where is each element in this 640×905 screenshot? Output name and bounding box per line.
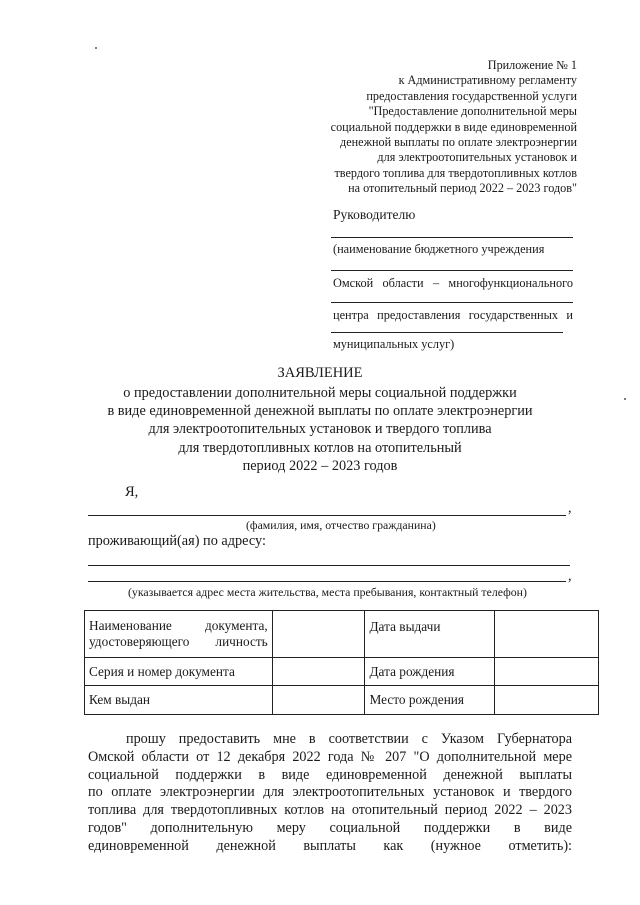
statement-subtitle <box>80 384 560 475</box>
paragraph-line: Омской области от 12 декабря 2022 года № 207 "О дополнительной мере <box>88 748 572 765</box>
table-row <box>85 611 599 658</box>
issued-by-cell[interactable] <box>272 686 365 715</box>
request-paragraph <box>88 731 572 856</box>
addressee-fill-line[interactable] <box>331 270 573 271</box>
addressee-caption-1: (наименование бюджетного учреждения <box>333 242 545 256</box>
doc-name-label: Наименование документа, удостоверяющего личность <box>85 611 273 658</box>
appendix-line: к Административному регламенту <box>398 73 577 88</box>
address-comma: , <box>568 568 572 584</box>
subtitle-line: в виде единовременной денежной выплаты по оплате электроэнергии <box>107 403 533 420</box>
subtitle-line: период 2022 – 2023 годов <box>242 457 398 474</box>
subtitle-line: для твердотопливных котлов на отопительный <box>178 439 462 456</box>
doc-number-cell[interactable] <box>272 658 365 686</box>
paragraph-line: социальной поддержки в виде единовременной денежной выплаты <box>88 766 572 783</box>
addressee-fill-line[interactable] <box>331 302 573 303</box>
appendix-line: социальной поддержки в виде единовременной <box>330 119 577 134</box>
appendix-line: Приложение № 1 <box>487 58 577 72</box>
address-caption: (указывается адрес места жительства, места пребывания, контактный телефон) <box>128 585 527 599</box>
paragraph-line: по оплате электроэнергии для электроотопительных установок и твердого <box>88 784 572 801</box>
birth-place-cell[interactable] <box>495 686 599 715</box>
paragraph-line: единовременной денежной выплаты как (нужное отметить): <box>88 837 572 854</box>
paragraph-line: годов" дополнительную меру социальной поддержки в виде <box>88 819 572 836</box>
paragraph-line: топлива для твердотопливных котлов на отопительный период 2022 – 2023 <box>88 802 572 819</box>
paragraph-line: прошу предоставить мне в соответствии с Указом Губернатора <box>126 731 572 747</box>
issued-by-label: Кем выдан <box>85 686 273 715</box>
address-line-2[interactable] <box>88 581 566 582</box>
addressee-fill-line[interactable] <box>331 332 563 333</box>
doc-name-cell[interactable] <box>272 611 365 658</box>
appendix-header <box>247 58 577 197</box>
table-row <box>85 686 599 715</box>
address-line-1[interactable] <box>88 565 570 566</box>
name-caption: (фамилия, имя, отчество гражданина) <box>246 518 436 532</box>
birth-date-label: Дата рождения <box>365 658 495 686</box>
birth-date-cell[interactable] <box>495 658 599 686</box>
appendix-line: для электроотопительных установок и <box>377 150 577 165</box>
issue-date-label: Дата выдачи <box>365 611 495 658</box>
addressee-caption-4: муниципальных услуг) <box>333 337 455 351</box>
doc-number-label: Серия и номер документа <box>85 658 273 686</box>
appendix-line: предоставления государственной услуги <box>366 88 577 103</box>
scan-speck <box>624 398 626 400</box>
applicant-name-line[interactable] <box>88 515 566 516</box>
addressee-caption-3: центра предоставления государственных и <box>333 308 573 322</box>
name-comma: , <box>568 500 572 516</box>
scan-speck <box>95 47 97 49</box>
subtitle-line: для электроотопительных установок и твердого топлива <box>148 421 492 438</box>
appendix-line: на отопительный период 2022 – 2023 годов" <box>348 181 577 196</box>
birth-place-label: Место рождения <box>365 686 495 715</box>
statement-title: ЗАЯВЛЕНИЕ <box>277 365 363 381</box>
applicant-ya: Я, <box>125 484 139 500</box>
residing-label: проживающий(ая) по адресу: <box>88 533 266 549</box>
subtitle-line: о предоставлении дополнительной меры социальной поддержки <box>123 385 517 401</box>
addressee-caption-2: Омской области – многофункционального <box>333 276 573 290</box>
addressee-title: Руководителю <box>333 207 416 222</box>
identity-document-table <box>84 610 599 715</box>
addressee-fill-line[interactable] <box>331 237 573 238</box>
appendix-line: денежной выплаты по оплате электроэнергии <box>340 135 577 150</box>
appendix-line: твердого топлива для твердотопливных котлов <box>334 165 577 180</box>
table-row <box>85 658 599 686</box>
issue-date-cell[interactable] <box>495 611 599 658</box>
appendix-line: "Предоставление дополнительной меры <box>368 104 577 119</box>
